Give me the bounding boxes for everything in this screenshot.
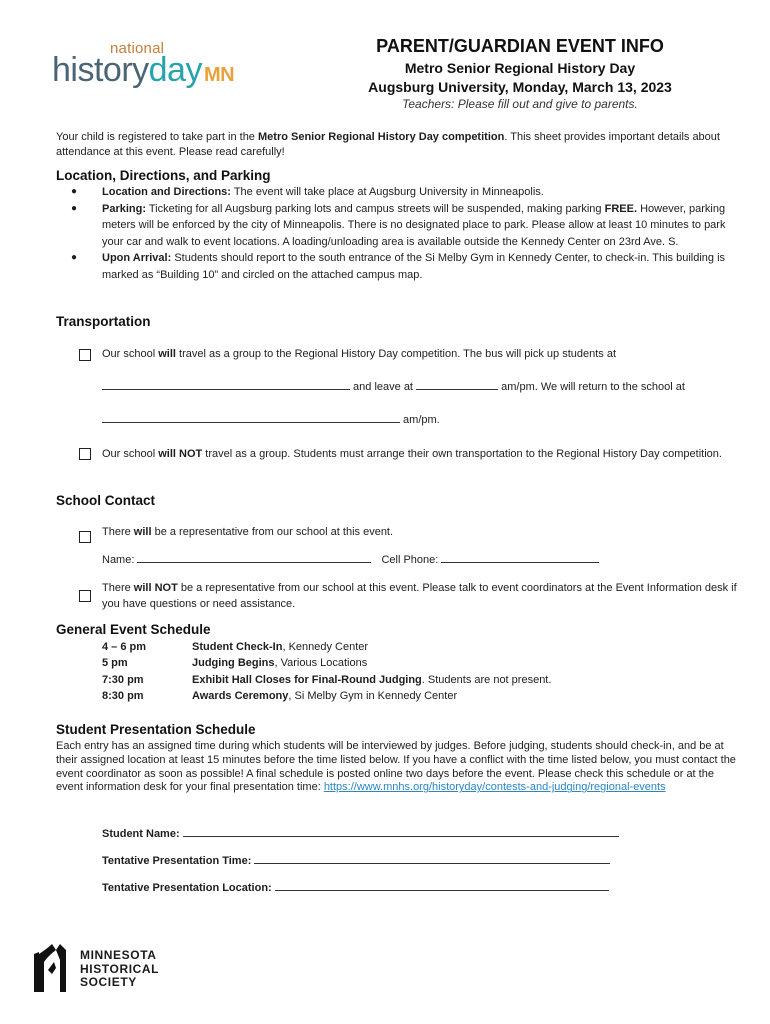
item-text: Ticketing for all Augsburg parking lots and campus streets will be suspended, making parking <box>146 202 605 215</box>
presentation-location-field[interactable] <box>275 881 609 891</box>
presentation-location-line <box>102 881 609 894</box>
text-bold: will NOT <box>158 448 203 460</box>
return-line <box>102 412 440 429</box>
contact-will-checkbox[interactable] <box>79 531 91 543</box>
event-name: Metro Senior Regional History Day <box>404 60 636 76</box>
list-item <box>60 184 740 201</box>
mnhs-name <box>80 949 159 990</box>
return-text: am/pm. We will return to the school at <box>498 381 685 393</box>
transport-own-text <box>102 446 732 462</box>
schedule-row <box>102 672 551 688</box>
history-day-logo <box>52 40 267 96</box>
bullet-icon: ● <box>71 186 78 197</box>
intro-text-1: Your child is registered to take part in the <box>56 131 258 143</box>
logo-history-text: history <box>52 51 149 89</box>
location-list <box>60 184 740 283</box>
item-bold: FREE. <box>604 202 638 215</box>
page-title: PARENT/GUARDIAN EVENT INFO <box>376 36 664 56</box>
contact-will-not-checkbox[interactable] <box>79 590 91 602</box>
presentation-time-field[interactable] <box>254 854 610 864</box>
org-line: HISTORICAL <box>80 961 160 976</box>
intro-paragraph <box>56 130 736 159</box>
return-time-field[interactable] <box>102 413 400 423</box>
location-heading: Location, Directions, and Parking <box>56 168 271 183</box>
schedule-time: 8:30 pm <box>102 689 144 702</box>
transport-own-checkbox[interactable] <box>79 448 91 460</box>
logo-national-text: national <box>110 40 165 57</box>
schedule-heading: General Event Schedule <box>56 622 211 637</box>
schedule-detail: , Various Locations <box>274 657 368 670</box>
text-part: There <box>102 526 134 538</box>
schedule-row <box>102 639 551 655</box>
transport-group-checkbox[interactable] <box>79 349 91 361</box>
cell-phone-label: Cell Phone: <box>381 554 439 566</box>
pickup-location-field[interactable] <box>102 380 350 390</box>
school-contact-heading: School Contact <box>56 493 156 508</box>
text-part: be a representative from our school at this event. <box>151 526 394 538</box>
text-part: Our school <box>102 448 159 460</box>
bullet-icon: ● <box>71 202 78 214</box>
schedule-row <box>102 688 551 704</box>
transport-group-text <box>102 346 616 363</box>
item-text-2: However, parking meters will be enforced by the city of Minneapolis. There is no designated place to park. Please allow at least 10 minutes to park your car and walk to event locations. A loading/unloading area is available outside the Kennedy Center on 23rd Ave. S. <box>102 202 726 248</box>
text-part: There <box>102 582 134 594</box>
contact-will-text <box>102 524 393 541</box>
mnhs-logo <box>30 940 190 996</box>
schedule-time: 4 – 6 pm <box>102 641 147 653</box>
presentation-paragraph <box>56 740 736 795</box>
org-line: SOCIETY <box>80 975 137 989</box>
teacher-note: Teachers: Please fill out and give to parents. <box>402 97 638 111</box>
item-label: Parking: <box>102 202 147 215</box>
leave-at-text: and leave at <box>350 381 417 393</box>
schedule-event: Awards Ceremony <box>192 689 289 702</box>
item-text: The event will take place at Augsburg University in Minneapolis. <box>230 186 544 198</box>
schedule-detail: , Kennedy Center <box>282 641 369 653</box>
bullet-icon: ● <box>71 252 78 263</box>
name-label: Name: <box>102 554 135 566</box>
contact-info-line <box>102 552 599 569</box>
schedule-event: Exhibit Hall Closes for Final-Round Judging <box>192 673 422 686</box>
schedule-time: 7:30 pm <box>102 673 144 686</box>
text-part: be a representative from our school at this event. Please talk to event coordinators at the Event Information desk if you have questions or need assistance. <box>102 582 737 610</box>
transportation-heading: Transportation <box>56 314 151 329</box>
item-label: Location and Directions: <box>102 186 231 198</box>
regional-events-link[interactable]: https://www.mnhs.org/historyday/contests-and-judging/regional-events <box>323 781 666 794</box>
text-part: travel as a group to the Regional History Day competition. The bus will pick up students at <box>175 348 617 360</box>
pickup-line <box>102 379 685 396</box>
item-label: Upon Arrival: <box>102 252 172 264</box>
schedule-list <box>102 639 551 704</box>
student-name-line <box>102 827 619 840</box>
mnhs-mark-icon <box>30 940 74 994</box>
intro-text-2: . This sheet provides important details about attendance at this event. Please read carefully! <box>56 131 720 158</box>
event-date-location: Augsburg University, Monday, March 13, 2023 <box>368 79 672 95</box>
presentation-text: Each entry has an assigned time during which students will be interviewed by judges. Before judging, students should check-in, and be at their assigned location at least 15 minutes before the time listed below. If you have a conflict with the time listed below, you must contact the event coordinator as soon as possible! A final schedule is posted online two days before the event. Please check this schedule or at the event information desk for your final presentation time: <box>56 740 736 794</box>
presentation-heading: Student Presentation Schedule <box>56 722 256 737</box>
student-name-field[interactable] <box>183 827 619 837</box>
logo-wordmark <box>52 50 234 95</box>
logo-mn-text: MN <box>203 64 235 86</box>
contact-will-not-text <box>102 580 738 612</box>
schedule-row <box>102 655 551 671</box>
schedule-event: Judging Begins <box>192 657 275 670</box>
presentation-location-label: Tentative Presentation Location: <box>102 882 272 894</box>
schedule-event: Student Check-In <box>192 641 283 653</box>
text-part: Our school <box>102 348 159 360</box>
text-part: travel as a group. Students must arrange their own transportation to the Regional History Day competition. <box>202 448 722 460</box>
presentation-time-line <box>102 854 610 867</box>
schedule-detail: , Si Melby Gym in Kennedy Center <box>288 689 458 702</box>
leave-time-field[interactable] <box>416 380 498 390</box>
intro-bold: Metro Senior Regional History Day competition <box>258 131 505 143</box>
item-text: Students should report to the south entrance of the Si Melby Gym in Kennedy Center, to check-in. This building is marked as “Building 10” and circled on the attached campus map. <box>102 252 726 281</box>
text-bold: will NOT <box>133 582 178 594</box>
list-item <box>60 250 740 283</box>
ampm-text: am/pm. <box>400 414 440 426</box>
cell-phone-field[interactable] <box>441 553 599 563</box>
schedule-time: 5 pm <box>102 657 128 670</box>
org-line: MINNESOTA <box>80 948 157 962</box>
name-field[interactable] <box>137 553 371 563</box>
schedule-detail: . Students are not present. <box>421 673 552 686</box>
student-name-label: Student Name: <box>102 828 180 840</box>
text-bold: will <box>158 348 176 360</box>
list-item <box>60 201 740 251</box>
text-bold: will <box>133 526 152 538</box>
logo-day-text: day <box>148 51 202 89</box>
presentation-time-label: Tentative Presentation Time: <box>102 855 252 867</box>
